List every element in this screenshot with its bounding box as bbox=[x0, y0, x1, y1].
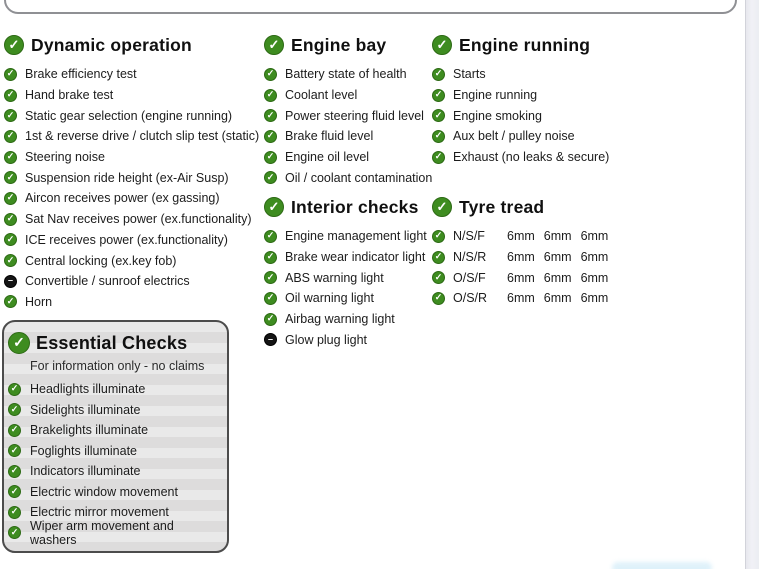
checklist-item bbox=[264, 309, 436, 330]
section-essential-checks bbox=[2, 320, 229, 553]
section-header bbox=[264, 195, 436, 219]
status-icon bbox=[4, 233, 17, 246]
section-title: Dynamic operation bbox=[31, 34, 192, 55]
status-icon bbox=[432, 109, 445, 122]
status-icon bbox=[8, 526, 21, 539]
checklist-item-label: Engine oil level bbox=[285, 150, 370, 165]
status-icon bbox=[4, 171, 17, 184]
check-circle-icon bbox=[264, 35, 284, 55]
status-icon bbox=[264, 251, 277, 264]
tyre-tread-row bbox=[432, 226, 652, 247]
check-circle-icon bbox=[4, 35, 24, 55]
checklist-item-label: ICE receives power (ex.functionality) bbox=[25, 232, 228, 247]
status-icon bbox=[432, 251, 445, 264]
status-icon bbox=[432, 89, 445, 102]
status-icon bbox=[432, 151, 445, 164]
checklist-item-label: Sidelights illuminate bbox=[30, 402, 141, 417]
checklist bbox=[8, 379, 221, 547]
check-circle-icon bbox=[264, 197, 284, 217]
status-icon bbox=[4, 213, 17, 226]
section-title: Essential Checks bbox=[36, 332, 188, 353]
checklist-item-label: Suspension ride height (ex-Air Susp) bbox=[25, 170, 229, 185]
checklist-item-label: Oil warning light bbox=[285, 291, 374, 306]
checklist-item-label: Static gear selection (engine running) bbox=[25, 108, 233, 123]
status-icon bbox=[4, 89, 17, 102]
status-icon bbox=[8, 485, 21, 498]
checklist-item-label: Convertible / sunroof electrics bbox=[25, 274, 190, 289]
section-dynamic-operation bbox=[4, 33, 260, 312]
checklist-item bbox=[432, 64, 632, 85]
tyre-depth-values bbox=[507, 229, 608, 243]
checklist-item bbox=[8, 400, 221, 421]
checklist-item-label: Brake wear indicator light bbox=[285, 250, 426, 265]
checklist-item-label: Brake fluid level bbox=[285, 129, 374, 144]
check-circle-icon bbox=[8, 332, 30, 354]
status-icon bbox=[8, 403, 21, 416]
status-icon bbox=[8, 506, 21, 519]
status-icon bbox=[264, 171, 277, 184]
checklist-item-label: Oil / coolant contamination bbox=[285, 170, 433, 185]
checklist-item bbox=[4, 209, 260, 230]
tyre-position-label: O/S/F bbox=[453, 270, 486, 285]
checklist-item-label: Wiper arm movement and washers bbox=[30, 518, 174, 547]
status-icon bbox=[432, 271, 445, 284]
checklist-item bbox=[4, 271, 260, 292]
checklist-item bbox=[4, 188, 260, 209]
checklist-item bbox=[432, 126, 632, 147]
tyre-depth-value: 6mm bbox=[507, 229, 535, 244]
tyre-depth-value: 6mm bbox=[543, 270, 572, 285]
tyre-position-label: O/S/R bbox=[453, 291, 488, 306]
section-header bbox=[264, 33, 436, 57]
status-icon bbox=[264, 151, 277, 164]
checklist-item-label: Aircon receives power (ex gassing) bbox=[25, 191, 220, 206]
status-icon bbox=[8, 465, 21, 478]
checklist-item bbox=[432, 105, 632, 126]
checklist-item bbox=[264, 105, 436, 126]
checklist-item-label: Sat Nav receives power (ex.functionality) bbox=[25, 212, 252, 227]
status-icon bbox=[264, 292, 277, 305]
checklist-item-label: Engine running bbox=[453, 88, 538, 103]
checklist-item-label: Central locking (ex.key fob) bbox=[25, 253, 177, 268]
checklist-item bbox=[8, 379, 221, 400]
checklist-item bbox=[432, 147, 632, 168]
section-header bbox=[4, 33, 260, 57]
checklist-item-label: Steering noise bbox=[25, 150, 105, 165]
checklist-item bbox=[8, 420, 221, 441]
tyre-depth-value: 6mm bbox=[507, 270, 535, 285]
checklist-item bbox=[4, 167, 260, 188]
section-title: Tyre tread bbox=[459, 196, 545, 217]
checklist-item-label: Indicators illuminate bbox=[30, 464, 141, 479]
section-engine-running bbox=[432, 33, 632, 167]
tyre-position-label: N/S/R bbox=[453, 250, 487, 265]
checklist-item bbox=[8, 482, 221, 503]
checklist-item-label: Aux belt / pulley noise bbox=[453, 129, 575, 144]
checklist-item-label: Power steering fluid level bbox=[285, 108, 424, 123]
tyre-tread-row bbox=[432, 267, 652, 288]
status-icon bbox=[264, 333, 277, 346]
checklist bbox=[432, 64, 632, 167]
section-title: Engine running bbox=[459, 34, 591, 55]
checklist-item bbox=[8, 461, 221, 482]
status-icon bbox=[4, 275, 17, 288]
checklist-item bbox=[264, 329, 436, 350]
checklist-item bbox=[264, 167, 436, 188]
scrollbar-track[interactable] bbox=[745, 0, 759, 569]
checklist-item bbox=[432, 85, 632, 106]
section-header bbox=[8, 329, 221, 357]
check-circle-icon bbox=[432, 35, 452, 55]
status-icon bbox=[264, 230, 277, 243]
tyre-depth-values bbox=[507, 291, 608, 305]
checklist-item-label: Electric mirror movement bbox=[30, 505, 169, 520]
previous-section-box-edge bbox=[4, 0, 737, 14]
status-icon bbox=[4, 151, 17, 164]
checklist-item bbox=[4, 105, 260, 126]
tyre-tread-row bbox=[432, 247, 652, 268]
checklist-item-label: Battery state of health bbox=[285, 67, 407, 82]
tyre-tread-row bbox=[432, 288, 652, 309]
tyre-position-label: N/S/F bbox=[453, 229, 485, 244]
status-icon bbox=[432, 130, 445, 143]
checklist bbox=[4, 64, 260, 312]
checklist-item-label: ABS warning light bbox=[285, 270, 384, 285]
checklist-item-label: Airbag warning light bbox=[285, 312, 395, 327]
section-title: Interior checks bbox=[291, 196, 419, 217]
tyre-depth-value: 6mm bbox=[543, 250, 572, 265]
checklist-item-label: Hand brake test bbox=[25, 88, 114, 103]
checklist-item bbox=[264, 247, 436, 268]
checklist-item-label: Glow plug light bbox=[285, 332, 367, 347]
status-icon bbox=[4, 130, 17, 143]
checklist-item-label: Foglights illuminate bbox=[30, 443, 137, 458]
checklist-item-label: Engine management light bbox=[285, 229, 427, 244]
checklist-item bbox=[264, 267, 436, 288]
status-icon bbox=[432, 68, 445, 81]
section-interior-checks bbox=[264, 195, 436, 350]
checklist-item-label: Engine smoking bbox=[453, 108, 542, 123]
status-icon bbox=[264, 89, 277, 102]
status-icon bbox=[264, 68, 277, 81]
check-circle-icon bbox=[432, 197, 452, 217]
status-icon bbox=[4, 254, 17, 267]
status-icon bbox=[4, 68, 17, 81]
checklist-item bbox=[264, 288, 436, 309]
cutoff-bottom-element bbox=[612, 562, 712, 569]
status-icon bbox=[264, 313, 277, 326]
checklist-item-label: Starts bbox=[453, 67, 486, 82]
tyre-depth-values bbox=[507, 271, 608, 285]
status-icon bbox=[4, 109, 17, 122]
checklist-item bbox=[4, 64, 260, 85]
tyre-depth-value: 6mm bbox=[507, 250, 535, 265]
checklist-item bbox=[4, 85, 260, 106]
tyre-depth-value: 6mm bbox=[543, 229, 572, 244]
status-icon bbox=[432, 292, 445, 305]
status-icon bbox=[8, 444, 21, 457]
status-icon bbox=[264, 271, 277, 284]
status-icon bbox=[4, 192, 17, 205]
tyre-depth-value: 6mm bbox=[580, 250, 609, 265]
tyre-depth-value: 6mm bbox=[580, 270, 609, 285]
checklist-item bbox=[4, 147, 260, 168]
checklist-item bbox=[4, 126, 260, 147]
checklist-item-label: Horn bbox=[25, 294, 53, 309]
section-tyre-tread bbox=[432, 195, 652, 309]
checklist-item-label: Exhaust (no leaks & secure) bbox=[453, 150, 610, 165]
checklist-item bbox=[4, 230, 260, 251]
checklist-item-label: Headlights illuminate bbox=[30, 382, 146, 397]
checklist-item-label: Coolant level bbox=[285, 88, 358, 103]
section-engine-bay bbox=[264, 33, 436, 188]
section-header bbox=[432, 33, 632, 57]
tyre-depth-value: 6mm bbox=[580, 291, 609, 306]
checklist-item bbox=[4, 250, 260, 271]
checklist-item bbox=[264, 126, 436, 147]
checklist-item-label: Brakelights illuminate bbox=[30, 423, 149, 438]
status-icon bbox=[264, 109, 277, 122]
checklist bbox=[264, 226, 436, 350]
status-icon bbox=[4, 295, 17, 308]
checklist-item-label: Brake efficiency test bbox=[25, 67, 137, 82]
checklist-item bbox=[264, 64, 436, 85]
checklist-item bbox=[8, 518, 221, 547]
status-icon bbox=[8, 383, 21, 396]
tyre-depth-value: 6mm bbox=[580, 229, 609, 244]
checklist-item bbox=[8, 441, 221, 462]
tyre-tread-table bbox=[432, 226, 652, 309]
checklist-item-label: Electric window movement bbox=[30, 484, 178, 499]
checklist-item bbox=[264, 226, 436, 247]
status-icon bbox=[432, 230, 445, 243]
checklist-item-label: 1st & reverse drive / clutch slip test (static) bbox=[25, 129, 260, 144]
section-subtitle: For information only - no claims bbox=[30, 359, 205, 373]
tyre-depth-value: 6mm bbox=[543, 291, 572, 306]
checklist-item bbox=[4, 292, 260, 313]
checklist bbox=[264, 64, 436, 188]
checklist-item bbox=[264, 147, 436, 168]
checklist-item bbox=[264, 85, 436, 106]
section-title: Engine bay bbox=[291, 34, 387, 55]
status-icon bbox=[264, 130, 277, 143]
section-header bbox=[432, 195, 652, 219]
status-icon bbox=[8, 424, 21, 437]
tyre-depth-values bbox=[507, 250, 608, 264]
tyre-depth-value: 6mm bbox=[507, 291, 535, 306]
